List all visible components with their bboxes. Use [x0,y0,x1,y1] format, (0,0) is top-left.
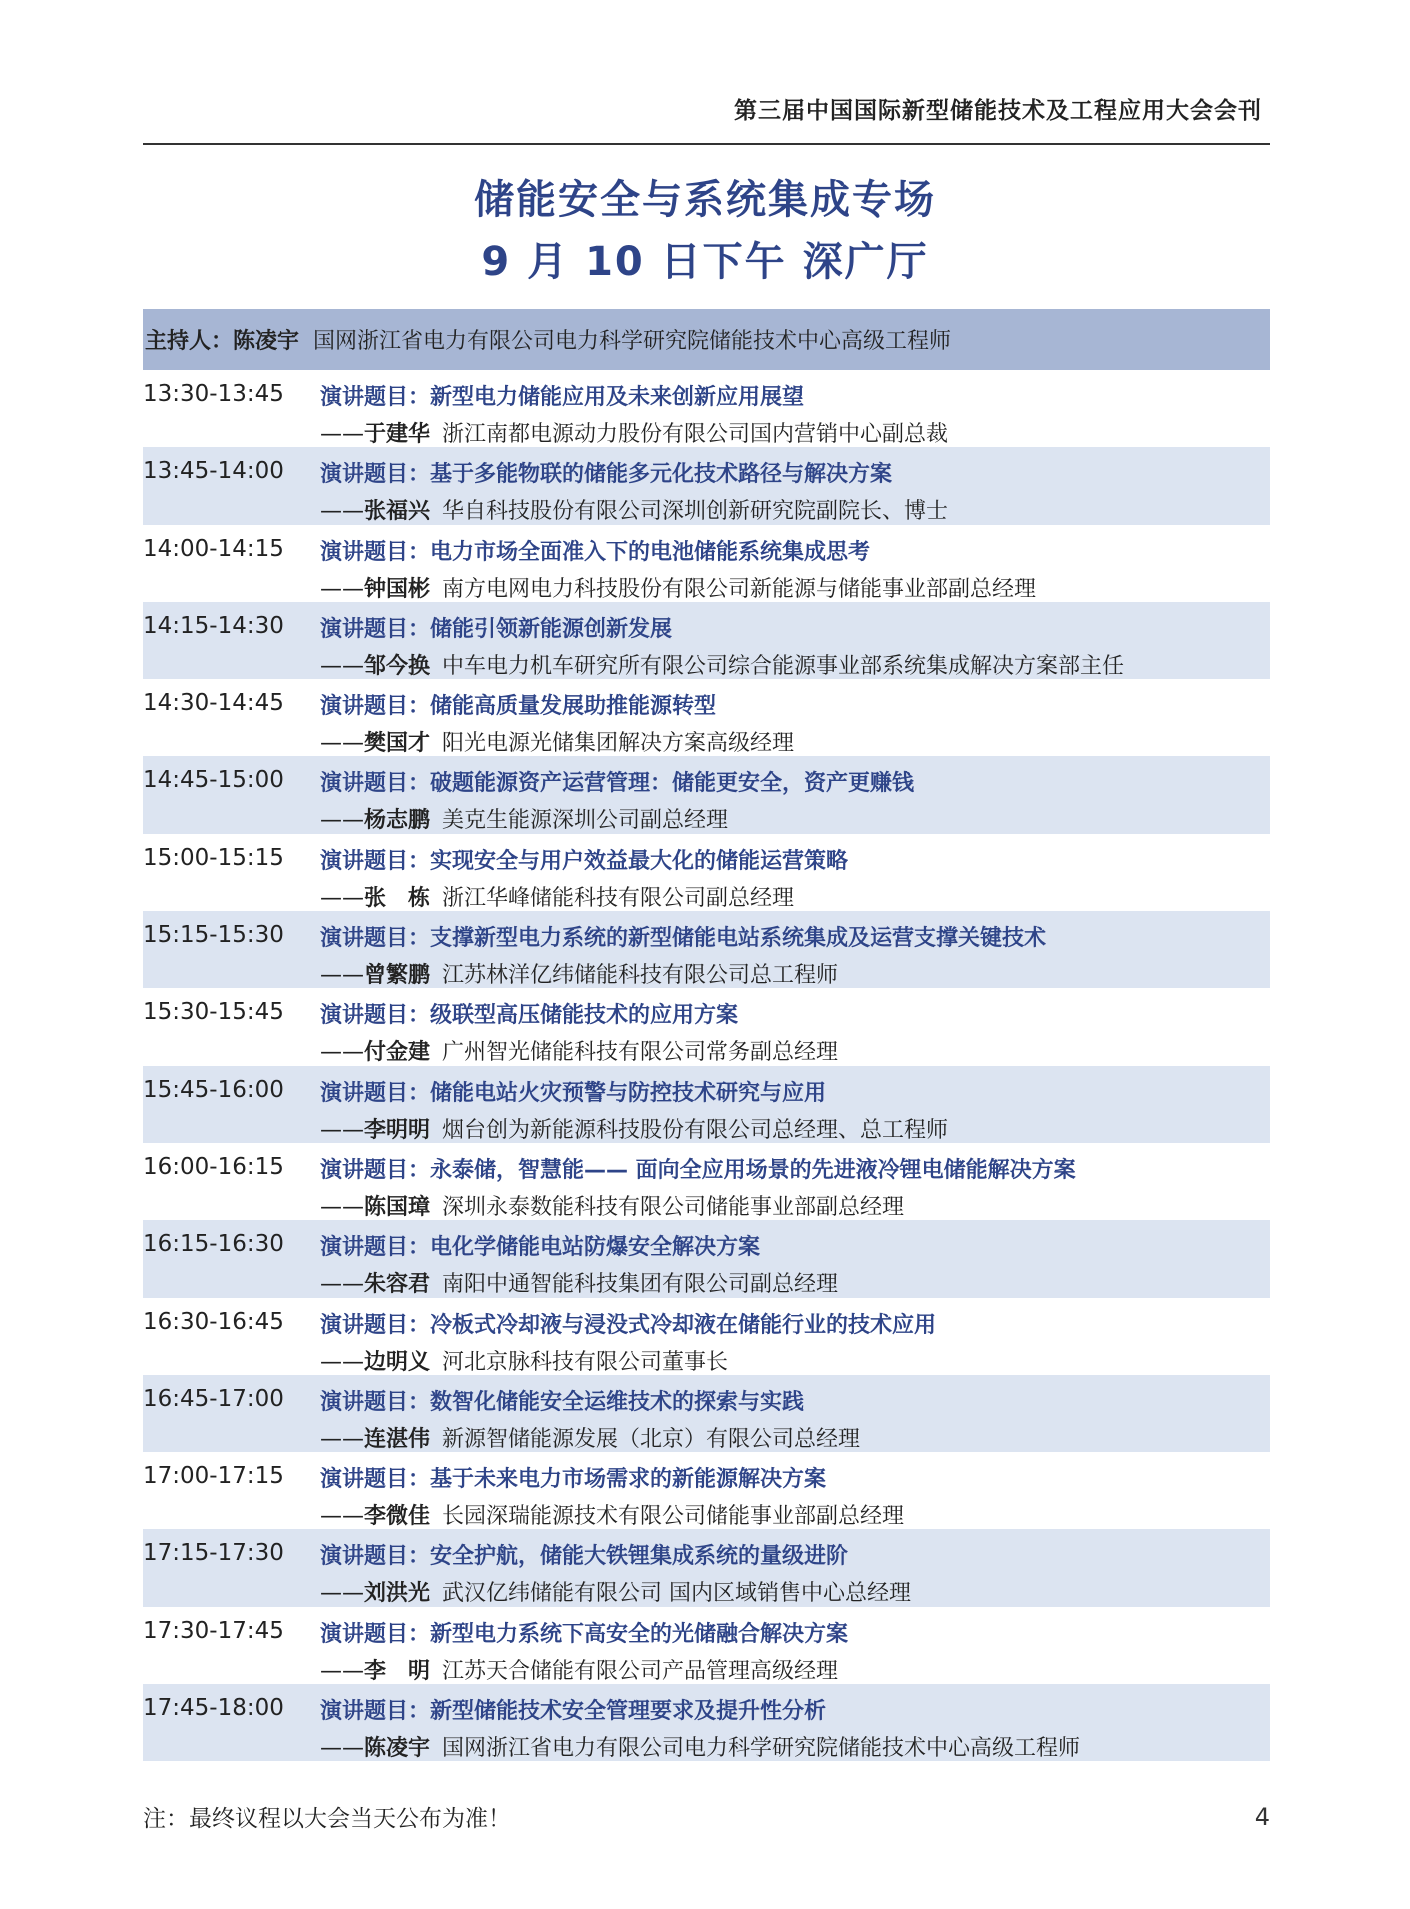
agenda-speaker-line [320,1190,904,1221]
agenda-row [143,1066,1270,1143]
agenda-topic: 演讲题目：新型电力储能应用及未来创新应用展望 [320,385,805,410]
host-bar [143,309,1270,370]
speaker-dash: —— [320,731,364,757]
agenda-row [143,1298,1270,1375]
speaker-dash: —— [320,1349,364,1375]
agenda-list [143,370,1270,1761]
speaker-dash: —— [320,808,364,834]
speaker-affiliation: 长园深瑞能源技术有限公司储能事业部副总经理 [442,1504,905,1530]
speaker-name: 曾繁鹏 [364,963,431,989]
agenda-time: 14:45-15:00 [143,767,284,794]
speaker-affiliation: 武汉亿纬储能有限公司 国内区域销售中心总经理 [442,1581,912,1607]
speaker-affiliation: 中车电力机车研究所有限公司综合能源事业部系统集成解决方案部主任 [442,653,1125,679]
agenda-time: 17:00-17:15 [143,1463,284,1490]
agenda-time: 17:30-17:45 [143,1617,284,1644]
speaker-dash: —— [320,1658,364,1684]
agenda-speaker-line [320,572,1036,603]
speaker-name: 张福兴 [364,499,431,525]
session-title: 储能安全与系统集成专场 [474,177,936,223]
agenda-time: 16:30-16:45 [143,1308,284,1335]
agenda-topic: 演讲题目：支撑新型电力系统的新型储能电站系统集成及运营支撑关键技术 [320,926,1047,952]
agenda-time: 16:00-16:15 [143,1153,284,1180]
speaker-affiliation: 华自科技股份有限公司深圳创新研究院副院长、博士 [442,499,949,525]
speaker-dash: —— [320,1272,364,1298]
agenda-row [143,1607,1270,1684]
agenda-topic: 演讲题目：冷板式冷却液与浸没式冷却液在储能行业的技术应用 [320,1312,937,1338]
speaker-dash: —— [320,422,364,447]
speaker-name: 李微佳 [364,1504,431,1530]
speaker-name: 樊国才 [364,731,431,757]
speaker-name: 连湛伟 [364,1426,431,1452]
agenda-topic: 演讲题目：实现安全与用户效益最大化的储能运营策略 [320,848,849,874]
agenda-topic: 演讲题目：基于多能物联的储能多元化技术路径与解决方案 [320,462,893,488]
header-divider [143,143,1270,145]
speaker-affiliation: 美克生能源深圳公司副总经理 [442,808,729,834]
publication-title: 第三届中国国际新型储能技术及工程应用大会会刊 [734,98,1262,124]
agenda-row [143,1529,1270,1606]
speaker-name: 陈国璋 [364,1194,431,1220]
speaker-dash: —— [320,653,364,679]
speaker-affiliation: 阳光电源光储集团解决方案高级经理 [442,731,795,757]
speaker-dash: —— [320,1426,364,1452]
speaker-name: 李明明 [364,1117,431,1143]
agenda-speaker-line [320,1731,1080,1762]
speaker-name: 刘洪光 [364,1581,431,1607]
speaker-affiliation: 河北京脉科技有限公司董事长 [442,1349,729,1375]
agenda-time: 14:00-14:15 [143,535,284,562]
agenda-time: 17:15-17:30 [143,1540,284,1567]
agenda-row [143,834,1270,911]
speaker-affiliation: 国网浙江省电力有限公司电力科学研究院储能技术中心高级工程师 [442,1736,1081,1762]
agenda-time: 15:30-15:45 [143,999,284,1026]
agenda-row [143,988,1270,1065]
speaker-affiliation: 浙江南都电源动力股份有限公司国内营销中心副总裁 [442,422,949,447]
agenda-topic: 演讲题目：数智化储能安全运维技术的探索与实践 [320,1389,805,1415]
speaker-dash: —— [320,1504,364,1530]
agenda-time: 14:15-14:30 [143,612,284,639]
agenda-row [143,1684,1270,1761]
agenda-row [143,447,1270,524]
agenda-row [143,1220,1270,1297]
agenda-speaker-line [320,1113,948,1144]
agenda-time: 15:00-15:15 [143,844,284,871]
agenda-topic: 演讲题目：基于未来电力市场需求的新能源解决方案 [320,1467,827,1493]
agenda-topic: 演讲题目：储能电站火灾预警与防控技术研究与应用 [320,1080,827,1106]
agenda-speaker-line [320,494,948,525]
agenda-row [143,679,1270,756]
host-label: 主持人： [145,329,234,354]
speaker-name: 于建华 [364,422,431,447]
speaker-name: 李 明 [364,1658,431,1684]
agenda-time: 17:45-18:00 [143,1695,284,1722]
agenda-speaker-line [320,1345,728,1376]
speaker-affiliation: 江苏天合储能有限公司产品管理高级经理 [442,1658,839,1684]
footer-note: 注：最终议程以大会当天公布为准！ [143,1806,511,1832]
speaker-affiliation: 南方电网电力科技股份有限公司新能源与储能事业部副总经理 [442,576,1037,602]
agenda-speaker-line [320,1422,860,1453]
speaker-name: 朱容君 [364,1272,431,1298]
speaker-affiliation: 烟台创为新能源科技股份有限公司总经理、总工程师 [442,1117,949,1143]
agenda-row [143,602,1270,679]
agenda-time: 15:15-15:30 [143,922,284,949]
agenda-time: 14:30-14:45 [143,690,284,717]
agenda-speaker-line [320,1576,911,1607]
agenda-speaker-line [320,1499,904,1530]
agenda-row [143,370,1270,447]
speaker-affiliation: 新源智储能源发展（北京）有限公司总经理 [442,1426,861,1452]
agenda-time: 15:45-16:00 [143,1076,284,1103]
agenda-topic: 演讲题目：储能高质量发展助推能源转型 [320,694,717,720]
agenda-speaker-line [320,881,794,912]
speaker-dash: —— [320,1194,364,1220]
page-number: 4 [1254,1803,1270,1831]
agenda-time: 13:45-14:00 [143,458,284,485]
agenda-time: 16:15-16:30 [143,1231,284,1258]
agenda-topic: 演讲题目：新型电力系统下高安全的光储融合解决方案 [320,1621,849,1647]
host-affiliation: 国网浙江省电力有限公司电力科学研究院储能技术中心高级工程师 [313,329,952,354]
agenda-row [143,756,1270,833]
agenda-time: 13:30-13:45 [143,381,284,407]
agenda-speaker-line [320,726,794,757]
agenda-row [143,1452,1270,1529]
agenda-speaker-line [320,417,948,448]
agenda-speaker-line [320,1035,838,1066]
speaker-dash: —— [320,499,364,525]
speaker-name: 邹今换 [364,653,431,679]
speaker-affiliation: 浙江华峰储能科技有限公司副总经理 [442,885,795,911]
agenda-topic: 演讲题目：永泰储，智慧能—— 面向全应用场景的先进液冷锂电储能解决方案 [320,1157,1076,1183]
speaker-dash: —— [320,576,364,602]
agenda-row [143,1143,1270,1220]
speaker-name: 钟国彬 [364,576,431,602]
agenda-topic: 演讲题目：安全护航，储能大铁锂集成系统的量级进阶 [320,1544,849,1570]
speaker-name: 杨志鹏 [364,808,431,834]
agenda-topic: 演讲题目：电力市场全面准入下的电池储能系统集成思考 [320,539,871,565]
agenda-topic: 演讲题目：电化学储能电站防爆安全解决方案 [320,1235,761,1261]
agenda-speaker-line [320,803,728,834]
speaker-affiliation: 深圳永泰数能科技有限公司储能事业部副总经理 [442,1194,905,1220]
speaker-name: 边明义 [364,1349,431,1375]
session-subtitle: 9 月 10 日下午 深广厅 [481,239,929,285]
speaker-name: 张 栋 [364,885,431,911]
speaker-affiliation: 南阳中通智能科技集团有限公司副总经理 [442,1272,839,1298]
agenda-speaker-line [320,649,1124,680]
agenda-time: 16:45-17:00 [143,1385,284,1412]
speaker-name: 付金建 [364,1040,431,1066]
speaker-dash: —— [320,1040,364,1066]
speaker-name: 陈凌宇 [364,1736,431,1762]
speaker-affiliation: 广州智光储能科技有限公司常务副总经理 [442,1040,839,1066]
agenda-speaker-line [320,1654,838,1685]
agenda-speaker-line [320,1267,838,1298]
speaker-dash: —— [320,1581,364,1607]
agenda-speaker-line [320,958,838,989]
agenda-row [143,1375,1270,1452]
agenda-row [143,911,1270,988]
speaker-dash: —— [320,1736,364,1762]
speaker-affiliation: 江苏林洋亿纬储能科技有限公司总工程师 [442,963,839,989]
host-name: 陈凌宇 [233,329,300,354]
speaker-dash: —— [320,1117,364,1143]
agenda-row [143,525,1270,602]
speaker-dash: —— [320,963,364,989]
agenda-topic: 演讲题目：新型储能技术安全管理要求及提升性分析 [320,1699,827,1725]
agenda-topic: 演讲题目：储能引领新能源创新发展 [320,616,673,642]
agenda-topic: 演讲题目：级联型高压储能技术的应用方案 [320,1003,739,1029]
speaker-dash: —— [320,885,364,911]
agenda-topic: 演讲题目：破题能源资产运营管理：储能更安全，资产更赚钱 [320,771,915,797]
